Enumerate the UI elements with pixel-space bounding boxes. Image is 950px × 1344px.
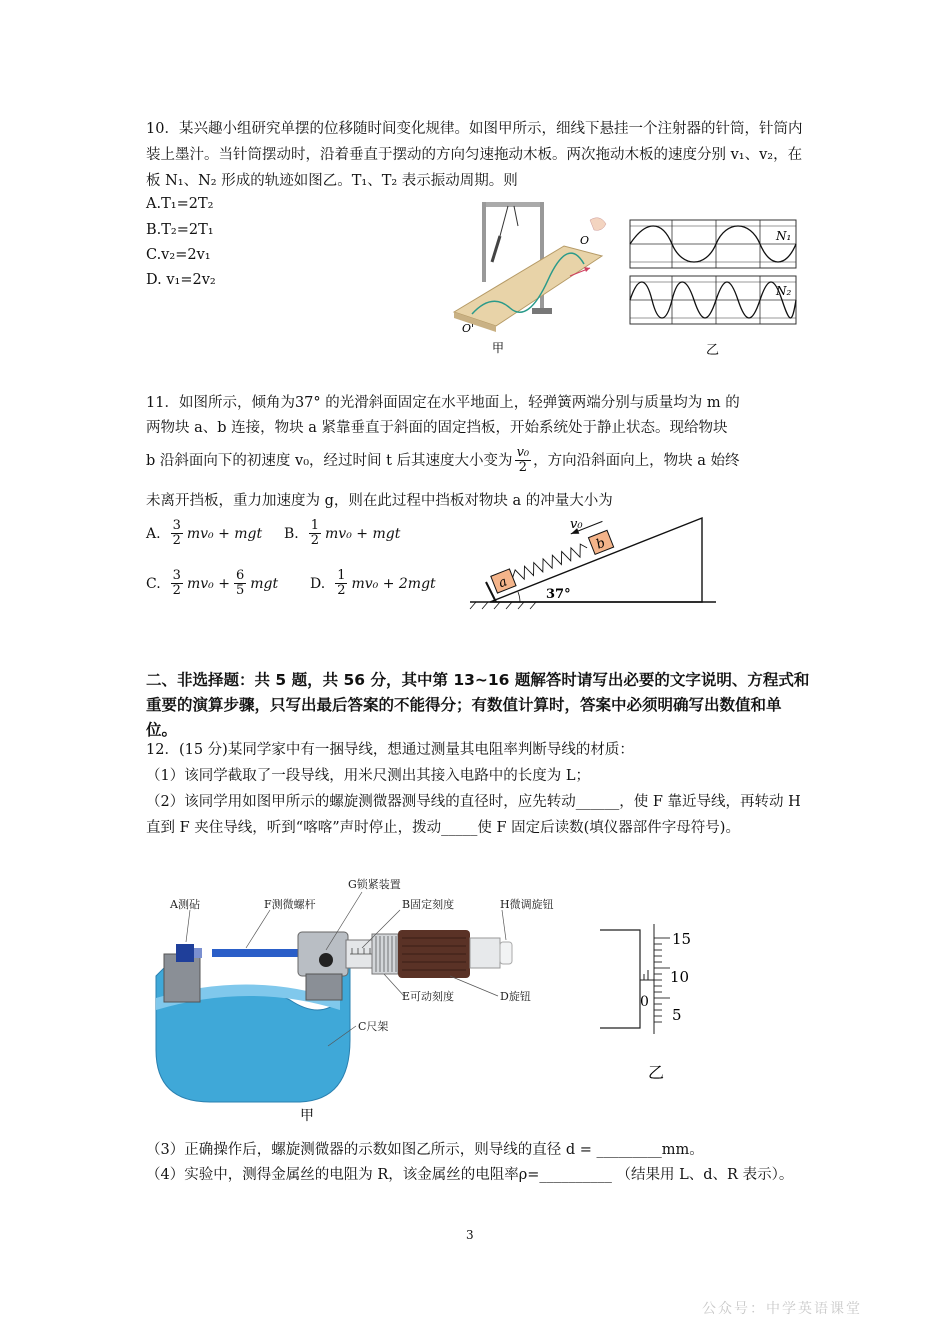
q11-frac-den: 2	[518, 460, 527, 475]
q11-a-den: 2	[172, 533, 181, 548]
q11-option-c-tail: mgt	[250, 575, 279, 592]
q10-figure-jia	[452, 196, 612, 356]
q11-option-d	[310, 569, 436, 598]
q11-c-den2: 5	[235, 583, 245, 598]
label-knob: D旋钮	[500, 990, 531, 1003]
q11-option-a-letter: A.	[146, 525, 161, 542]
q11-option-c	[146, 569, 278, 598]
q11-b-num: 1	[310, 518, 320, 533]
label-b: b	[594, 535, 608, 553]
q11-option-d-frac	[335, 569, 347, 598]
scale-tick-5: 5	[672, 1006, 682, 1024]
q11-option-d-tail: mv₀ + 2mgt	[351, 575, 436, 592]
q11-c-den: 2	[172, 583, 181, 598]
label-angle: 37°	[546, 587, 571, 602]
label-a: a	[496, 574, 510, 592]
q11-option-c-frac	[171, 569, 183, 598]
label-o-prime: O'	[462, 322, 475, 335]
q11-option-a	[146, 519, 262, 548]
q11-option-a-frac	[171, 519, 183, 548]
watermark: 公众号：中学英语课堂	[702, 1301, 862, 1317]
q11-option-b	[284, 519, 400, 548]
q11-d-num: 1	[337, 568, 346, 583]
q10-stem: 10．某兴趣小组研究单摆的位移随时间变化规律。如图甲所示，细线下悬挂一个注射器的针筒，针筒内装上墨汁。当针筒摆动时，沿着垂直于摆动的方向匀速拖动木板。两次拖动木板的速度分别 v₁、v₂，在板 N₁、N₂ 形成的轨迹如图乙。T₁、T₂ 表示振动周期。则	[146, 121, 803, 189]
q11-line4: 未离开挡板，重力加速度为 g，则在此过程中挡板对物块 a 的冲量大小为	[146, 493, 613, 509]
q11-incline-figure	[466, 510, 720, 610]
q11-option-c-mid: mv₀ +	[186, 575, 230, 592]
q10-option-a: A.T₁=2T₂	[146, 196, 214, 212]
q11-fraction	[515, 446, 532, 475]
q11-line3	[146, 446, 810, 475]
section2-heading: 二、非选择题：共 5 题，共 56 分，其中第 13~16 题解答时请写出必要的文字说明、方程式和重要的演算步骤，只写出最后答案的不能得分；有数值计算时，答案中必须明确写出数值和单位。	[146, 671, 810, 739]
q12-part2: （2）该同学用如图甲所示的螺旋测微器测导线的直径时，应先转动______，使 F 靠近导线，再转动 H 直到 F 夹住导线，听到“喀喀”声时停止，拨动_____使 F 固定后读数(填仪器部件字母符号)。	[146, 794, 801, 836]
q11-c-num: 3	[172, 568, 181, 583]
q11-d-den: 2	[337, 583, 346, 598]
q11-b-den: 2	[310, 533, 320, 548]
q11-line2: 两物块 a、b 连接，物块 a 紧靠垂直于斜面的固定挡板，开始系统处于静止状态。现给物块	[146, 420, 728, 436]
label-ratchet: H微调旋钮	[500, 898, 554, 911]
fig-yi-caption: 乙	[706, 343, 720, 358]
q10-option-d: D. v₁=2v₂	[146, 272, 216, 288]
q11-c-num2: 6	[235, 568, 245, 583]
q11-option-c-frac2	[234, 569, 246, 598]
label-fixed-scale: B固定刻度	[402, 898, 455, 911]
q12-micrometer-figure	[150, 870, 570, 1126]
label-fig-yi: 乙	[648, 1063, 665, 1082]
q11-a-num: 3	[172, 518, 181, 533]
q10-figure-yi	[626, 218, 802, 358]
q11-option-b-letter: B.	[284, 525, 299, 542]
fig-jia-caption: 甲	[492, 341, 505, 355]
q11-option-b-frac	[309, 519, 321, 548]
label-thimble-scale: E可动刻度	[402, 990, 455, 1003]
label-lock: G锁紧装置	[348, 878, 401, 891]
label-n2: N₂	[776, 284, 792, 298]
label-o: O	[580, 234, 590, 247]
q10-option-b: B.T₂=2T₁	[146, 222, 214, 238]
q10-option-c: C.v₂=2v₁	[146, 247, 211, 263]
scale-tick-15: 15	[672, 930, 692, 948]
q12-part1: （1）该同学截取了一段导线，用米尺测出其接入电路中的长度为 L；	[146, 768, 590, 784]
q12-part4: （4）实验中，测得金属丝的电阻为 R，该金属丝的电阻率ρ=__________ （结果用 L、d、R 表示）。	[146, 1167, 794, 1183]
label-n1: N₁	[776, 229, 792, 243]
q11-frac-num: v₀	[516, 445, 530, 460]
label-spindle: F测微螺杆	[264, 898, 316, 911]
label-frame: C尺架	[358, 1020, 389, 1033]
q11-option-c-letter: C.	[146, 575, 161, 592]
label-anvil: A测砧	[170, 898, 200, 911]
q12-part3: （3）正确操作后，螺旋测微器的示数如图乙所示，则导线的直径 d = _________mm。	[146, 1142, 704, 1158]
label-fig-jia: 甲	[300, 1108, 314, 1124]
q11-option-d-letter: D.	[310, 575, 326, 592]
q11-option-b-tail: mv₀ + mgt	[325, 525, 401, 542]
q11-line3-end: ，方向沿斜面向上，物块 a 始终	[533, 452, 740, 469]
scale-zero: 0	[640, 994, 649, 1010]
q12-stem: 12．(15 分)某同学家中有一捆导线，想通过测量其电阻率判断导线的材质：	[146, 742, 634, 758]
q11-line3-start: b 沿斜面向下的初速度 v₀，经过时间 t 后其速度大小变为	[146, 452, 513, 469]
page-number: 3	[466, 1228, 474, 1242]
scale-tick-10: 10	[670, 968, 690, 986]
label-v0: v₀	[570, 517, 583, 532]
q11-line1: 11．如图所示，倾角为37° 的光滑斜面固定在水平地面上，轻弹簧两端分别与质量均为 m 的	[146, 395, 740, 411]
q12-reading-figure	[598, 924, 718, 1084]
q11-option-a-tail: mv₀ + mgt	[186, 525, 263, 542]
